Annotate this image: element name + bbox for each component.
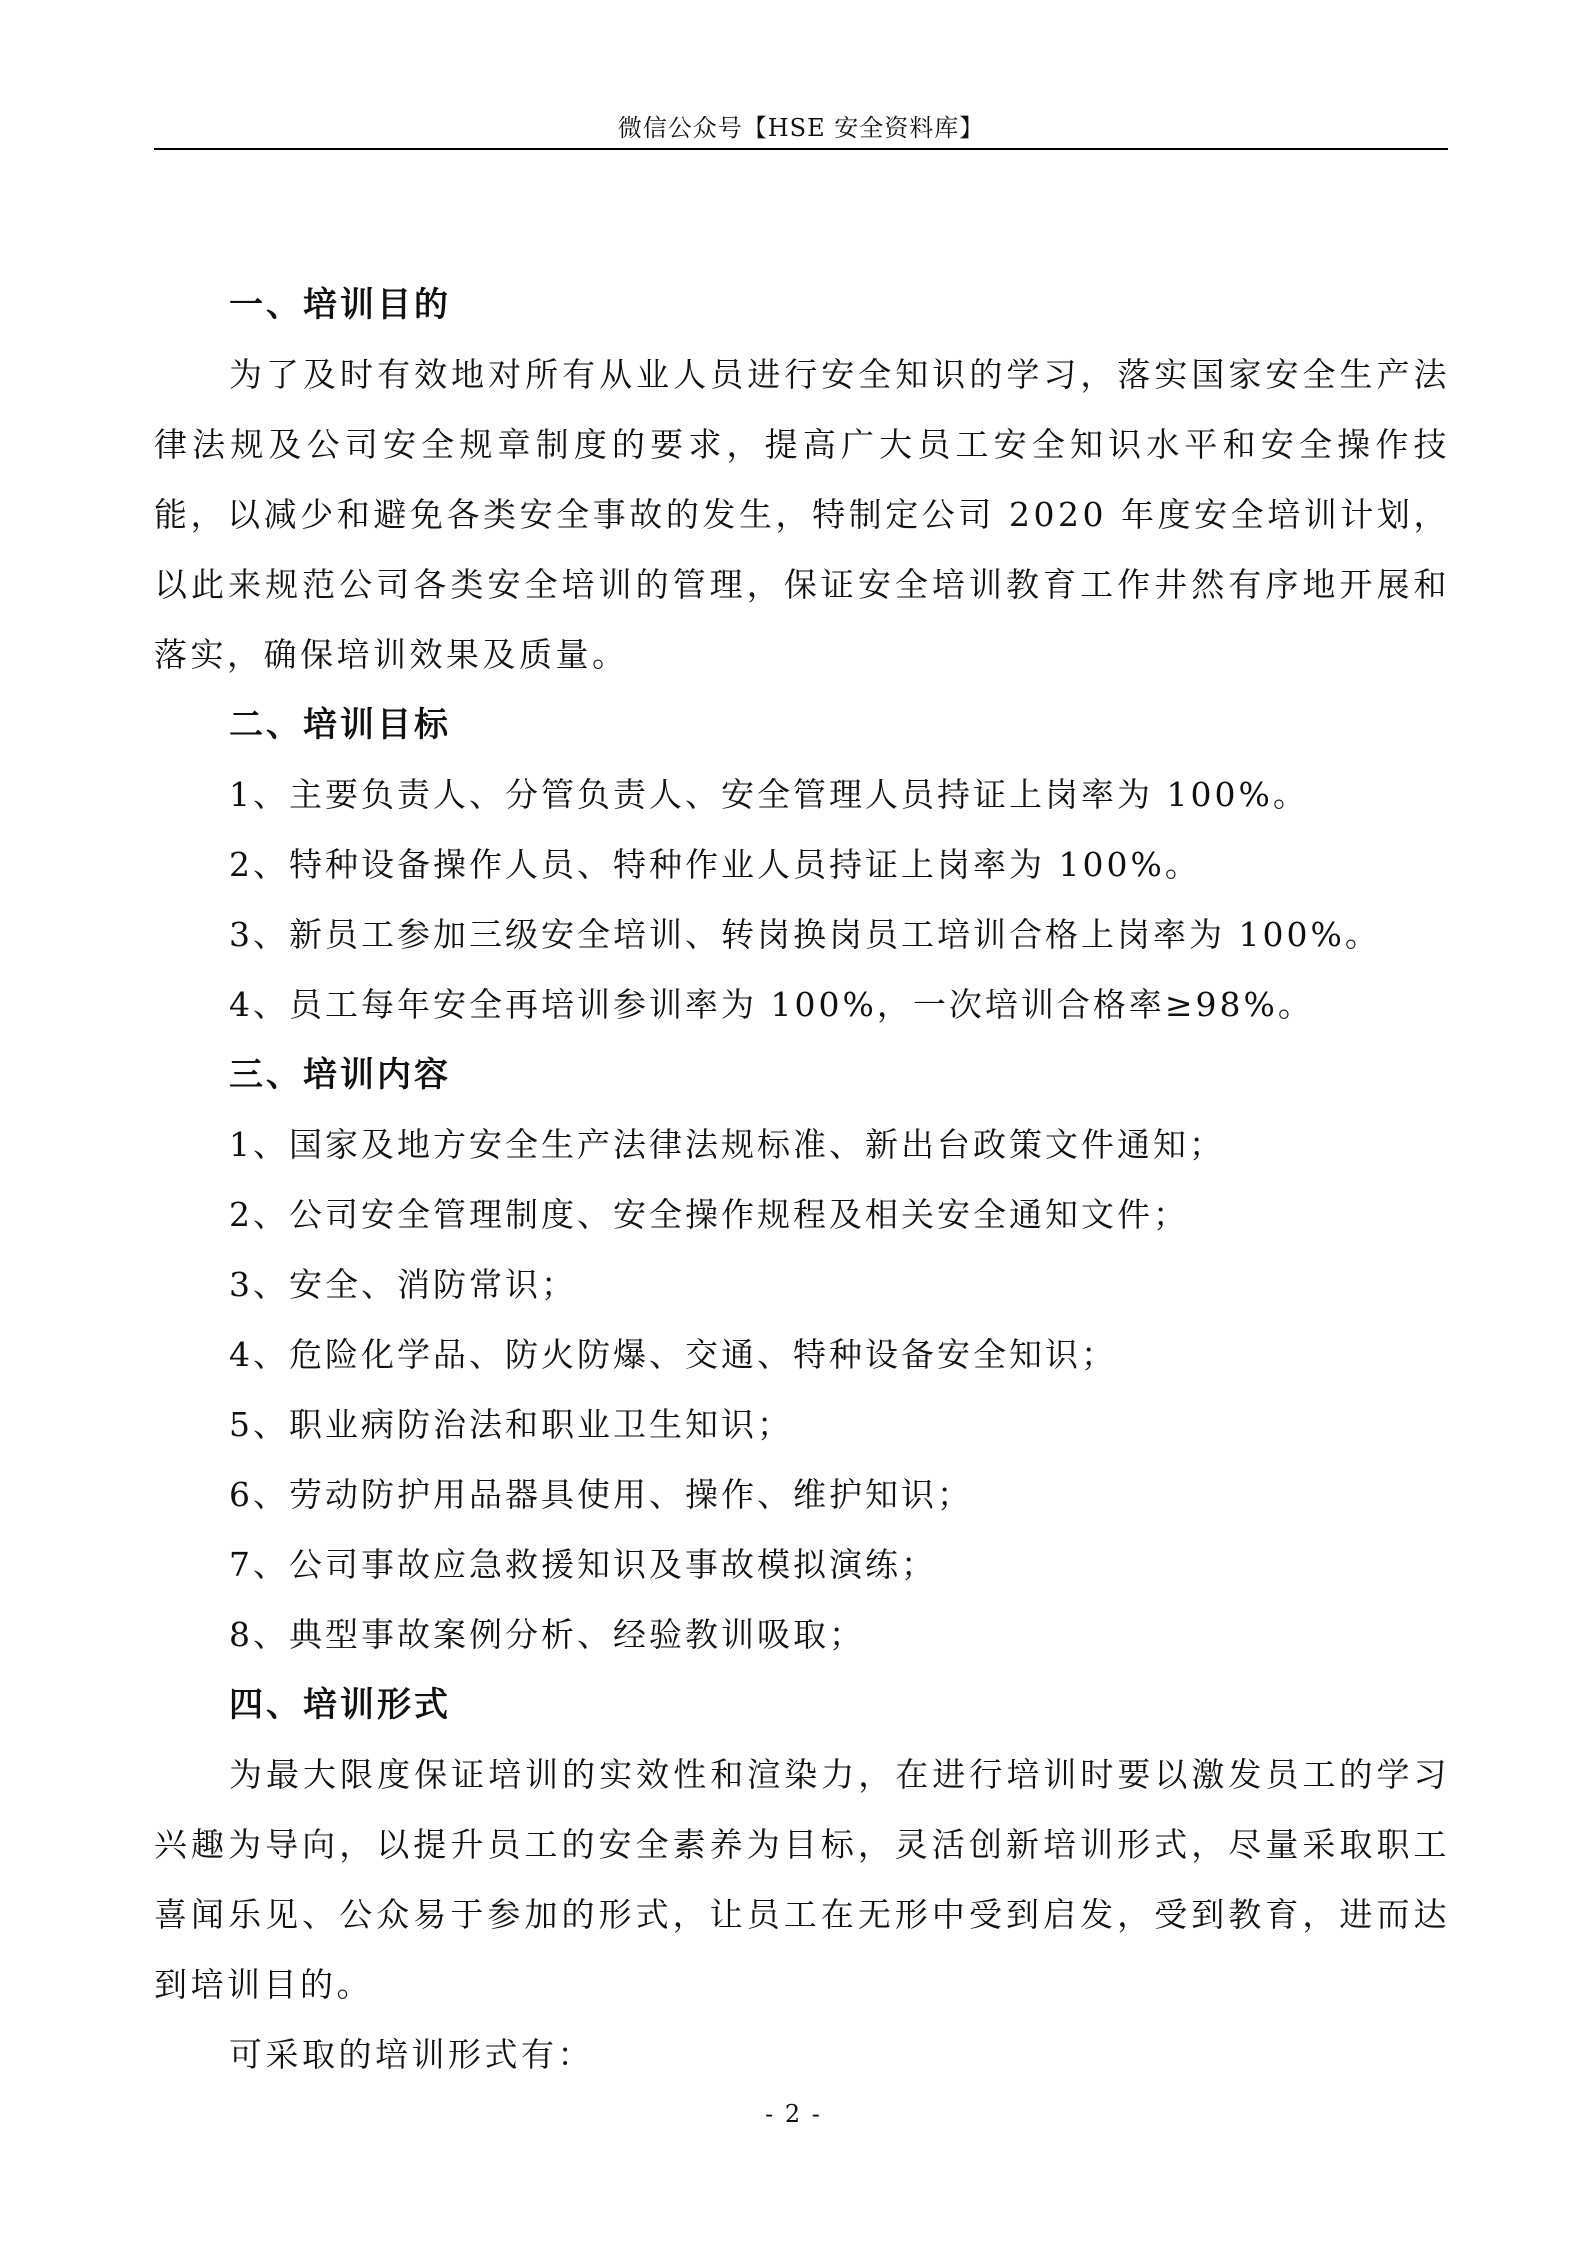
section-heading-content: 三、培训内容 [229,1055,451,1095]
goal-item: 3、新员工参加三级安全培训、转岗换岗员工培训合格上岗率为 100%。 [229,915,1381,954]
content-item: 1、国家及地方安全生产法律法规标准、新出台政策文件通知； [229,1125,1225,1164]
header-divider [154,148,1448,150]
section-heading-goals: 二、培训目标 [229,705,451,745]
goal-item: 4、员工每年安全再培训参训率为 100%，一次培训合格率≥98%。 [229,985,1314,1024]
section-heading-format: 四、培训形式 [229,1685,451,1725]
content-item: 7、公司事故应急救援知识及事故模拟演练； [229,1545,937,1584]
content-item: 2、公司安全管理制度、安全操作规程及相关安全通知文件； [229,1195,1189,1234]
format-paragraph: 为最大限度保证培训的实效性和渲染力，在进行培训时要以激发员工的学习兴趣为导向，以提升员工的安全素养为目标，灵活创新培训形式，尽量采取职工喜闻乐见、公众易于参加的形式，让员工在无形中受到启发，受到教育，进而达到培训目的。 [154,1755,1450,2004]
document-body [154,270,1450,2090]
section-heading-purpose: 一、培训目的 [229,285,451,325]
goal-item: 2、特种设备操作人员、特种作业人员持证上岗率为 100%。 [229,845,1201,884]
page-header: 微信公众号【HSE 安全资料库】 [617,114,985,142]
content-item: 8、典型事故案例分析、经验教训吸取； [229,1615,865,1654]
content-item: 3、安全、消防常识； [229,1265,577,1304]
goal-item: 1、主要负责人、分管负责人、安全管理人员持证上岗率为 100%。 [229,775,1309,814]
purpose-paragraph: 为了及时有效地对所有从业人员进行安全知识的学习，落实国家安全生产法律法规及公司安全规章制度的要求，提高广大员工安全知识水平和安全操作技能，以减少和避免各类安全事故的发生，特制定公司 2020 年度安全培训计划，以此来规范公司各类安全培训的管理，保证安全培训教育工作井然有序地开展和落实，确保培训效果及质量。 [154,355,1450,674]
content-item: 6、劳动防护用品器具使用、操作、维护知识； [229,1475,973,1514]
content-item: 5、职业病防治法和职业卫生知识； [229,1405,793,1444]
format-closing-line: 可采取的培训形式有： [229,2035,594,2074]
content-item: 4、危险化学品、防火防爆、交通、特种设备安全知识； [229,1335,1117,1374]
page-number: - 2 - [765,2100,822,2128]
